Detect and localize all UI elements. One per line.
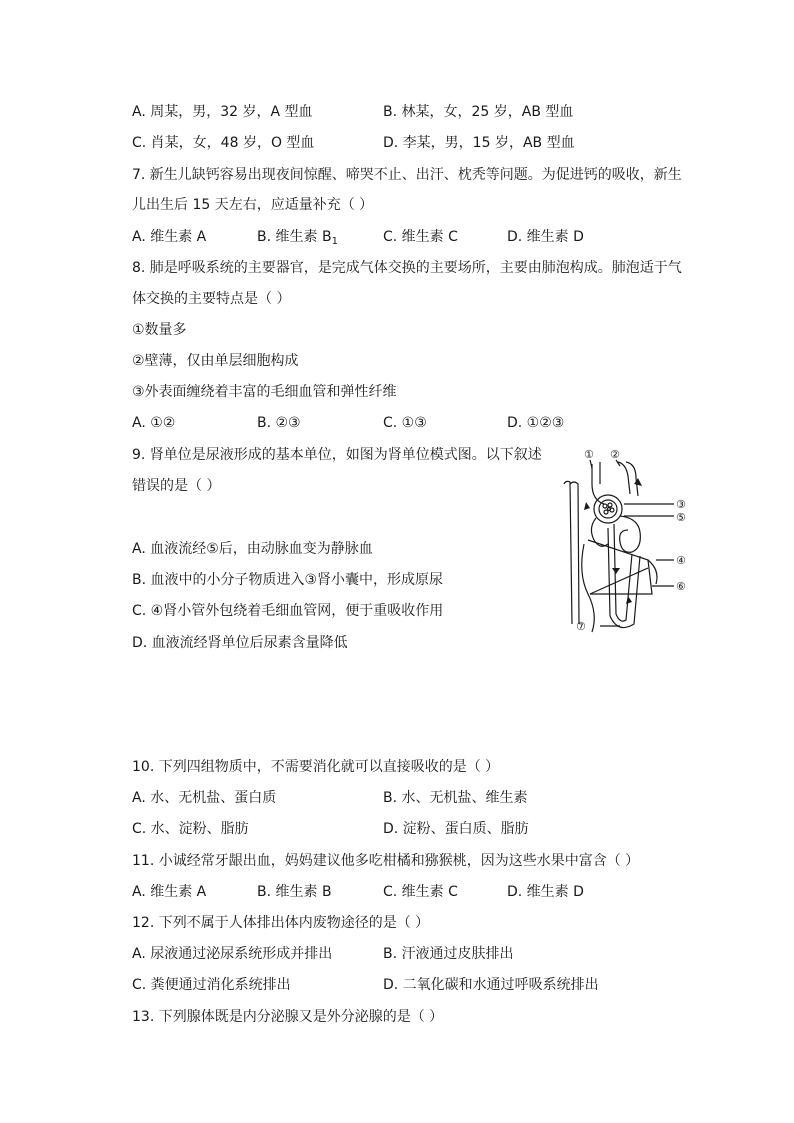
q8-item-2: ②壁薄，仅由单层细胞构成 (132, 353, 299, 369)
figure-label-5: ⑤ (676, 511, 686, 524)
figure-label-3: ③ (676, 498, 686, 511)
q12-option-a: A. 尿液通过泌尿系统形成并排出 (132, 946, 333, 962)
q10-option-d: D. 淀粉、蛋白质、脂肪 (383, 821, 529, 837)
figure-label-1: ① (584, 448, 594, 461)
q11-option-d: D. 维生素 D (507, 884, 584, 900)
q9-stem-line2: 错误的是（ ） (132, 478, 221, 494)
q12-option-c: C. 粪便通过消化系统排出 (132, 977, 291, 993)
q7-stem-line1: 7. 新生儿缺钙容易出现夜间惊醒、啼哭不止、出汗、枕秃等问题。为促进钙的吸收，新生 (132, 167, 682, 183)
q12-stem: 12. 下列不属于人体排出体内废物途径的是（ ） (132, 915, 430, 931)
q10-option-c: C. 水、淀粉、脂肪 (132, 821, 249, 837)
q12-option-b: B. 汗液通过皮肤排出 (383, 946, 514, 962)
figure-label-6: ⑥ (676, 580, 686, 593)
figure-label-7: ⑦ (576, 620, 586, 633)
q9-option-c: C. ④肾小管外包绕着毛细血管网，便于重吸收作用 (132, 603, 444, 619)
q6-option-c: C. 肖某，女，48 岁，O 型血 (132, 135, 315, 151)
q10-stem: 10. 下列四组物质中，不需要消化就可以直接吸收的是（ ） (132, 759, 500, 775)
q6-option-d: D. 李某，男，15 岁，AB 型血 (383, 135, 575, 151)
q7-option-b-subscript: 1 (331, 236, 338, 247)
q10-option-b: B. 水、无机盐、维生素 (383, 790, 528, 806)
q8-stem-line2: 体交换的主要特点是（ ） (132, 291, 291, 307)
q7-option-d: D. 维生素 D (507, 229, 584, 245)
q9-option-a: A. 血液流经⑤后，由动脉血变为静脉血 (132, 541, 373, 557)
q7-option-c: C. 维生素 C (383, 229, 458, 245)
q8-option-c: C. ①③ (383, 415, 427, 431)
q11-option-a: A. 维生素 A (132, 884, 207, 900)
q8-option-a: A. ①② (132, 415, 176, 431)
q8-stem-line1: 8. 肺是呼吸系统的主要器官，是完成气体交换的主要场所，主要由肺泡构成。肺泡适于气 (132, 260, 682, 276)
q9-option-b: B. 血液中的小分子物质进入③肾小囊中，形成原尿 (132, 572, 444, 588)
q10-option-a: A. 水、无机盐、蛋白质 (132, 790, 277, 806)
q8-item-3: ③外表面缠绕着丰富的毛细血管和弹性纤维 (132, 384, 397, 400)
q11-option-b: B. 维生素 B (257, 884, 332, 900)
q6-option-a: A. 周某，男，32 岁，A 型血 (132, 104, 313, 120)
q9-stem-line1: 9. 肾单位是尿液形成的基本单位，如图为肾单位模式图。以下叙述 (132, 447, 542, 463)
q7-option-b (257, 227, 338, 247)
q7-stem-line2: 儿出生后 15 天左右，应适量补充（ ） (132, 197, 374, 213)
figure-label-2: ② (610, 448, 620, 461)
q7-option-b-text: B. 维生素 B (257, 229, 332, 245)
q11-stem: 11. 小诚经常牙龈出血，妈妈建议他多吃柑橘和猕猴桃，因为这些水果中富含（ ） (132, 853, 640, 869)
q7-option-a: A. 维生素 A (132, 229, 207, 245)
q8-option-b: B. ②③ (257, 415, 301, 431)
q6-option-b: B. 林某，女，25 岁，AB 型血 (383, 104, 574, 120)
nephron-diagram (548, 444, 698, 644)
figure-label-4: ④ (676, 554, 686, 567)
q11-option-c: C. 维生素 C (383, 884, 458, 900)
q9-option-d: D. 血液流经肾单位后尿素含量降低 (132, 635, 348, 651)
q12-option-d: D. 二氧化碳和水通过呼吸系统排出 (383, 977, 599, 993)
q13-stem: 13. 下列腺体既是内分泌腺又是外分泌腺的是（ ） (132, 1009, 444, 1025)
q8-item-1: ①数量多 (132, 322, 187, 338)
q8-option-d: D. ①②③ (507, 415, 565, 431)
